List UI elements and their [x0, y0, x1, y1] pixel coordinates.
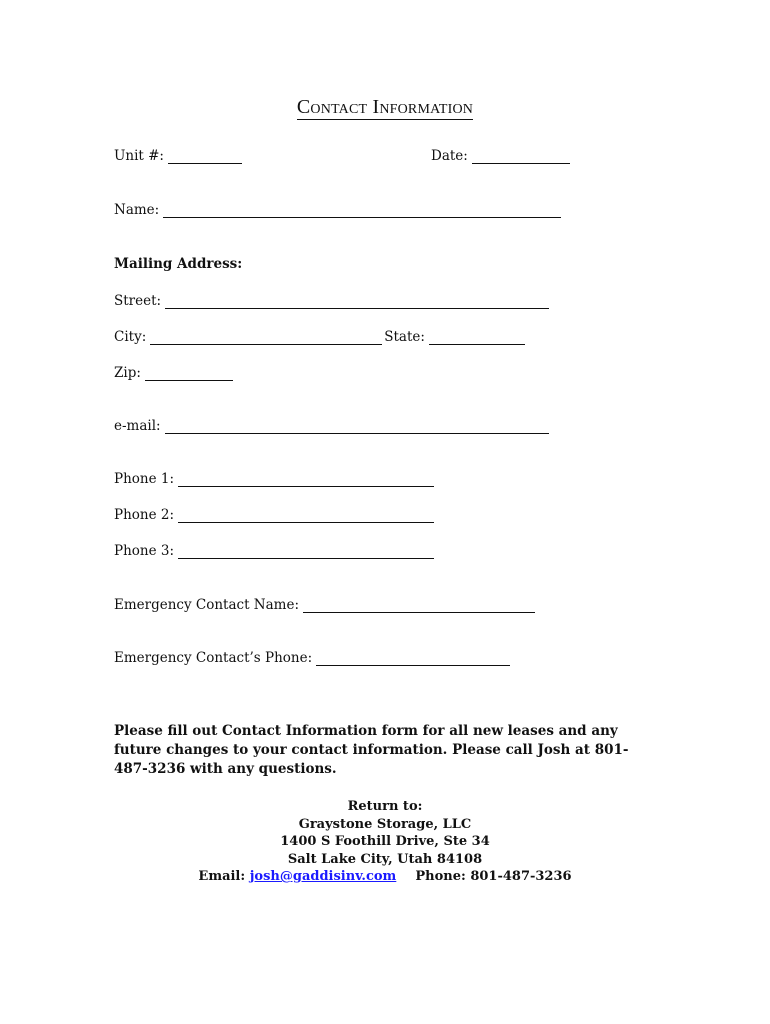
- return-phone-label: Phone:: [415, 869, 466, 884]
- name-input-line[interactable]: [163, 205, 561, 218]
- zip-field: [114, 365, 233, 381]
- phone1-label: Phone 1:: [114, 471, 175, 487]
- date-input-line[interactable]: [472, 151, 570, 164]
- phone2-label: Phone 2:: [114, 507, 175, 523]
- return-address-block: [0, 798, 770, 886]
- city-label: City:: [114, 329, 147, 345]
- return-email-link[interactable]: josh@gaddisinv.com: [249, 869, 397, 884]
- phone3-input-line[interactable]: [178, 546, 434, 559]
- unit-field: [114, 148, 242, 164]
- name-label: Name:: [114, 202, 160, 218]
- street-label: Street:: [114, 293, 162, 309]
- city-input-line[interactable]: [150, 332, 382, 345]
- return-city: Salt Lake City, Utah 84108: [287, 851, 483, 867]
- return-contact-line: [0, 868, 770, 886]
- zip-input-line[interactable]: [145, 368, 233, 381]
- unit-input-line[interactable]: [168, 151, 242, 164]
- emergency-phone-input-line[interactable]: [316, 653, 510, 666]
- emergency-phone-field: [114, 650, 510, 666]
- return-email-label: Email:: [198, 869, 246, 884]
- street-field: [114, 293, 549, 309]
- city-field: [114, 329, 525, 345]
- phone2-field: [114, 507, 434, 523]
- street-input-line[interactable]: [165, 296, 549, 309]
- mailing-address-heading: Mailing Address:: [114, 256, 243, 272]
- emergency-name-input-line[interactable]: [303, 600, 535, 613]
- state-input-line[interactable]: [429, 332, 525, 345]
- state-label: State:: [384, 329, 425, 345]
- phone2-input-line[interactable]: [178, 510, 434, 523]
- page-title-text: Contact Information: [296, 96, 474, 118]
- date-label: Date:: [431, 148, 468, 164]
- unit-label: Unit #:: [114, 148, 164, 164]
- email-label: e-mail:: [114, 418, 161, 434]
- phone1-input-line[interactable]: [178, 474, 434, 487]
- return-company: Graystone Storage, LLC: [298, 816, 472, 832]
- email-field: [114, 418, 549, 434]
- phone3-field: [114, 543, 434, 559]
- return-street: 1400 S Foothill Drive, Ste 34: [280, 834, 490, 849]
- zip-label: Zip:: [114, 365, 141, 381]
- phone3-label: Phone 3:: [114, 543, 175, 559]
- emergency-phone-label: Emergency Contact’s Phone:: [114, 650, 313, 666]
- return-phone: 801-487-3236: [470, 869, 572, 884]
- phone1-field: [114, 471, 434, 487]
- emergency-name-field: [114, 597, 535, 613]
- date-field: [431, 148, 570, 164]
- return-heading: Return to:: [347, 799, 423, 814]
- emergency-name-label: Emergency Contact Name:: [114, 597, 300, 613]
- instructions-note: Please fill out Contact Information form for all new leases and any future changes to your contact information. Please call Josh at 801-487-3236 with any questions.: [114, 723, 629, 777]
- page-title: [0, 96, 770, 119]
- name-field: [114, 202, 561, 218]
- email-input-line[interactable]: [165, 421, 549, 434]
